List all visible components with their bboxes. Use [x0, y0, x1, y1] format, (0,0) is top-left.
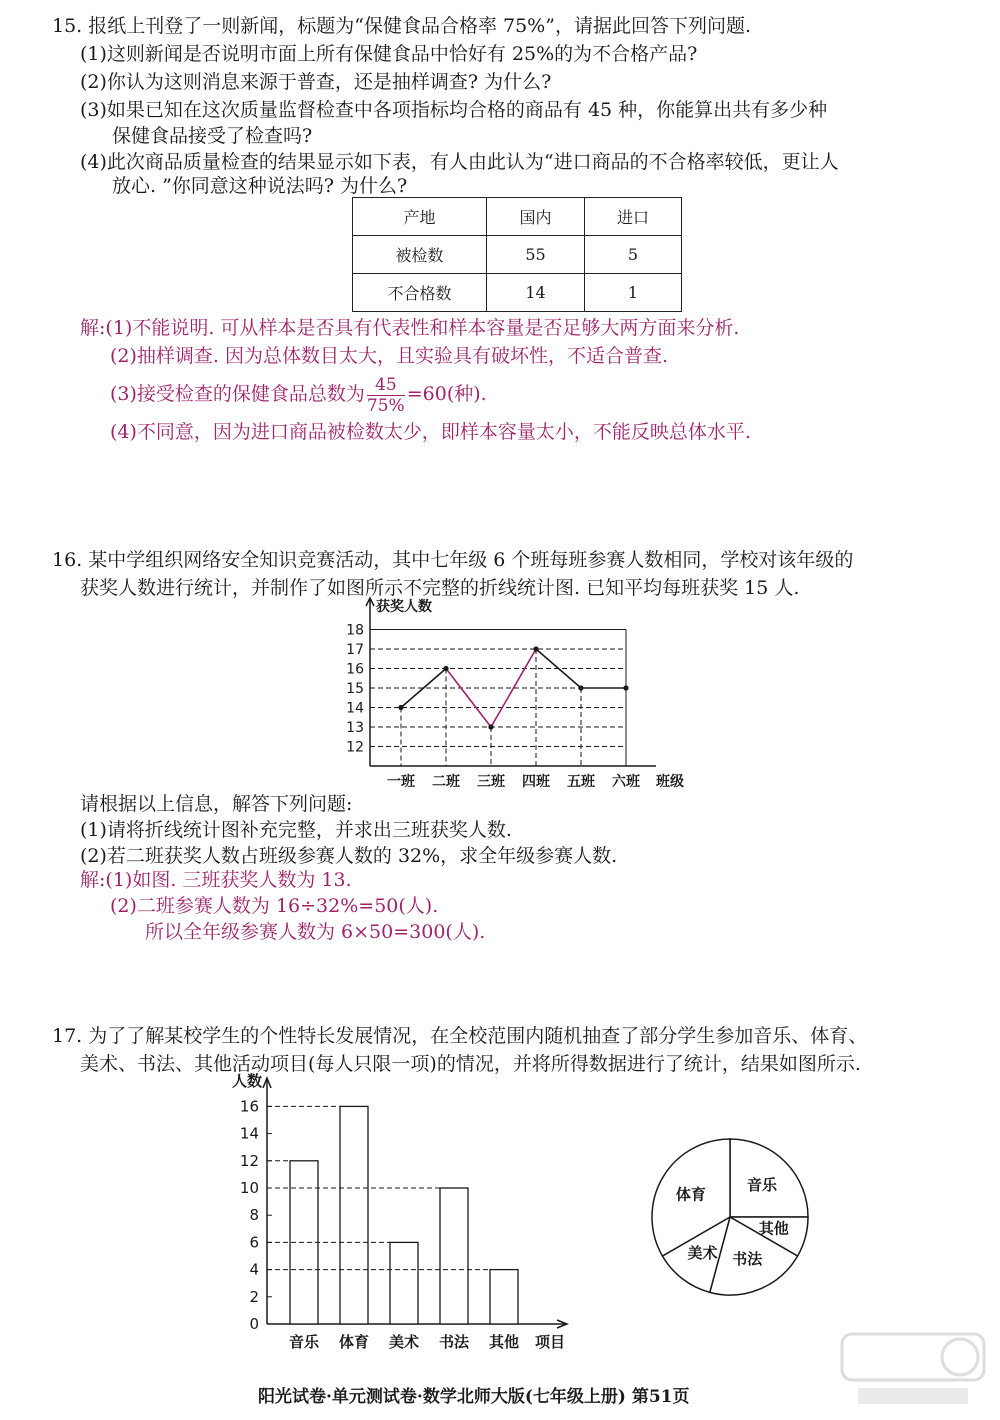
x-tick-label: 其他 [488, 1333, 520, 1351]
table-row [353, 274, 682, 312]
table-cell: 55 [487, 236, 585, 274]
q15-part3-cont: 保健食品接受了检查吗? [112, 125, 313, 147]
pie-label: 其他 [758, 1219, 789, 1238]
table-cell: 14 [487, 274, 585, 312]
x-axis-label: 项目 [534, 1333, 566, 1351]
y-tick-label: 14 [346, 700, 364, 717]
q15-data-table [352, 197, 682, 312]
pie-label: 音乐 [746, 1176, 777, 1195]
x-tick-label: 书法 [438, 1333, 470, 1351]
x-tick-label: 五班 [567, 774, 595, 790]
y-tick-label: 4 [249, 1260, 259, 1279]
q15-part4-cont: 放心. ”你同意这种说法吗? 为什么? [112, 175, 408, 197]
pie-label: 书法 [732, 1249, 763, 1268]
bar [490, 1270, 518, 1324]
y-tick-label: 12 [239, 1151, 259, 1170]
bar-chart [220, 1068, 590, 1358]
data-point [443, 666, 448, 671]
x-tick-label: 美术 [388, 1333, 420, 1351]
answer-segment [446, 669, 491, 728]
q15-answer-3-text: (3)接受检查的保健食品总数为 [110, 383, 365, 405]
fraction-denominator: 75% [366, 395, 405, 416]
x-tick-label: 六班 [612, 774, 640, 790]
answer-segment [491, 649, 536, 727]
table-cell: 国内 [487, 198, 585, 236]
q16-answer-2: (2)二班参赛人数为 16÷32%=50(人). [110, 895, 439, 917]
q16-part2: (2)若二班获奖人数占班级参赛人数的 32%，求全年级参赛人数. [80, 845, 618, 867]
q16-answer-2-cont: 所以全年级参赛人数为 6×50=300(人). [145, 921, 486, 943]
data-point [533, 646, 538, 651]
fraction-numerator: 45 [367, 375, 405, 396]
y-tick-label: 14 [239, 1124, 259, 1143]
y-tick-label: 6 [249, 1233, 259, 1252]
y-tick-label: 0 [249, 1315, 259, 1333]
bar [440, 1188, 468, 1324]
q15-answer-3-result: =60(种). [406, 383, 487, 405]
y-tick-label: 16 [346, 661, 364, 678]
y-tick-label: 17 [346, 642, 364, 658]
q15-part4: (4)此次商品质量检查的结果显示如下表，有人由此认为“进口商品的不合格率较低，更让人 [80, 151, 839, 173]
table-cell: 5 [585, 236, 682, 274]
line-chart [330, 596, 700, 796]
table-cell: 被检数 [353, 236, 487, 274]
pie-label: 美术 [687, 1243, 718, 1262]
q16-part1: (1)请将折线统计图补充完整，并求出三班获奖人数. [80, 819, 512, 841]
data-point [488, 724, 493, 729]
data-point [623, 685, 628, 690]
q17-title-cont: 美术、书法、其他活动项目(每人只限一项)的情况，并将所得数据进行了统计，结果如图所示. [80, 1053, 861, 1075]
x-tick-label: 二班 [432, 774, 460, 790]
q17-title: 17. 为了了解某校学生的个性特长发展情况，在全校范围内随机抽查了部分学生参加音乐、体育、 [52, 1025, 868, 1047]
table-row [353, 198, 682, 236]
q16-title: 16. 某中学组织网络安全知识竞赛活动，其中七年级 6 个班每班参赛人数相同，学校对该年级的 [52, 549, 854, 571]
watermark-logo [838, 1330, 988, 1410]
bar [340, 1106, 368, 1324]
q16-answer-1: 解:(1)如图. 三班获奖人数为 13. [80, 869, 352, 891]
q15-answer-2: (2)抽样调查. 因为总体数目太大，且实验具有破坏性，不适合普查. [110, 345, 669, 367]
data-point [398, 705, 403, 710]
table-cell: 进口 [585, 198, 682, 236]
y-tick-label: 15 [346, 681, 364, 697]
table-cell: 产地 [353, 198, 487, 236]
q15-answer-3 [110, 372, 487, 416]
y-tick-label: 16 [239, 1097, 259, 1116]
x-tick-label: 四班 [522, 774, 550, 790]
q16-title-cont: 获奖人数进行统计，并制作了如图所示不完整的折线统计图. 已知平均每班获奖 15 人. [80, 577, 800, 599]
pie-chart [645, 1132, 815, 1302]
q15-part2: (2)你认为这则消息来源于普查，还是抽样调查? 为什么? [80, 71, 552, 93]
line-segment [401, 669, 446, 708]
x-tick-label: 三班 [477, 774, 505, 790]
y-tick-label: 8 [249, 1206, 259, 1225]
q15-answer-1: 解:(1)不能说明. 可从样本是否具有代表性和样本容量是否足够大两方面来分析. [80, 317, 740, 339]
page-footer: 阳光试卷·单元测试卷·数学北师大版(七年级上册) 第51页 [258, 1387, 690, 1407]
bar [390, 1242, 418, 1324]
y-tick-label: 18 [346, 622, 364, 639]
q16-lead: 请根据以上信息，解答下列问题: [80, 793, 353, 815]
fraction [367, 375, 405, 416]
y-tick-label: 12 [346, 739, 364, 756]
y-tick-label: 10 [239, 1179, 259, 1197]
q15-title: 15. 报纸上刊登了一则新闻，标题为“保健食品合格率 75%”，请据此回答下列问题. [52, 15, 751, 37]
table-cell: 不合格数 [353, 274, 487, 312]
table-cell: 1 [585, 274, 682, 312]
y-axis-label: 获奖人数 [376, 599, 432, 615]
y-tick-label: 2 [249, 1287, 259, 1306]
q15-part1: (1)这则新闻是否说明市面上所有保健食品中恰好有 25%的为不合格产品? [80, 43, 698, 65]
data-point [578, 685, 583, 690]
x-axis-label: 班级 [656, 774, 684, 790]
pie-label: 体育 [675, 1185, 706, 1204]
x-tick-label: 一班 [387, 774, 415, 790]
y-axis-label: 人数 [231, 1072, 262, 1090]
q15-answer-4: (4)不同意，因为进口商品被检数太少，即样本容量太小，不能反映总体水平. [110, 421, 751, 443]
table-row [353, 236, 682, 274]
q15-part3: (3)如果已知在这次质量监督检查中各项指标均合格的商品有 45 种，你能算出共有多少种 [80, 99, 828, 121]
x-tick-label: 体育 [338, 1333, 370, 1351]
y-tick-label: 13 [346, 720, 364, 736]
x-tick-label: 音乐 [288, 1333, 320, 1351]
